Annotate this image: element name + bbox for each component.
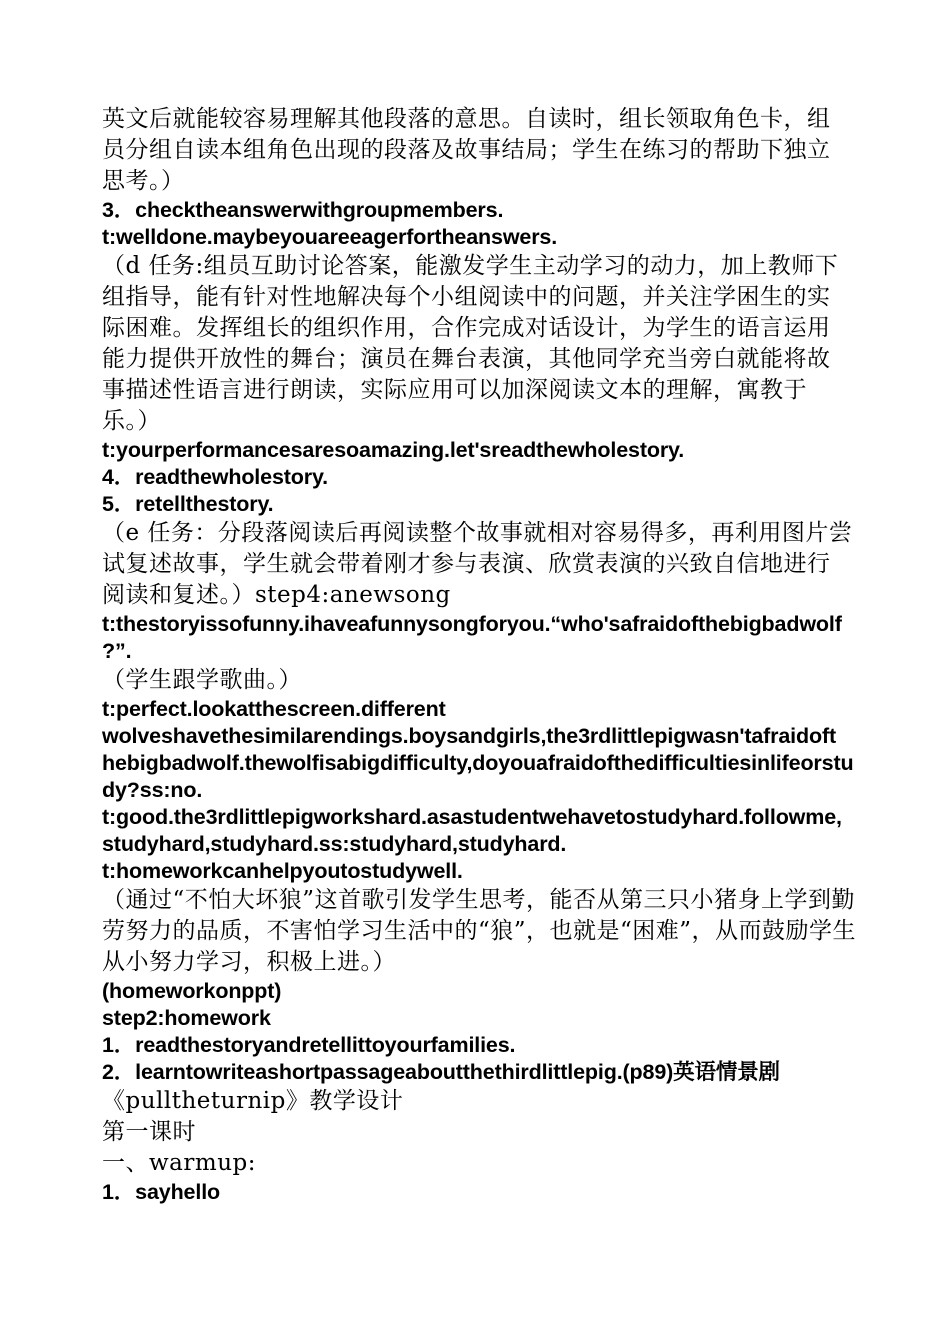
- text-line: dy?ss:no.: [102, 778, 203, 802]
- text-line: （学生跟学歌曲。）: [102, 667, 302, 693]
- text-line: step2:homework: [102, 1006, 271, 1030]
- text-line: 员分组自读本组角色出现的段落及故事结局；学生在练习的帮助下独立: [102, 137, 831, 163]
- text-line: studyhard,studyhard.ss:studyhard,studyhard.: [102, 832, 567, 856]
- text-line: 组指导，能有针对性地解决每个小组阅读中的问题，并关注学困生的实: [102, 284, 831, 310]
- text-line: t:good.the3rdlittlepigworkshard.asastudentwehavetostudyhard.followme,: [102, 805, 842, 829]
- text-line: 3．checktheanswerwithgroupmembers.: [102, 198, 504, 222]
- text-line: t:welldone.maybeyouareeagerfortheanswers.: [102, 225, 558, 249]
- text-line: 1．sayhello: [102, 1180, 220, 1204]
- text-line: t:homeworkcanhelpyoutostudywell.: [102, 859, 463, 883]
- text-line: 从小努力学习，积极上进。）: [102, 949, 396, 975]
- text-line: (homeworkonppt): [102, 979, 282, 1003]
- text-line: 英文后就能较容易理解其他段落的意思。自读时，组长领取角色卡，组: [102, 106, 831, 132]
- text-line: 阅读和复述。）step4:anewsong: [102, 582, 451, 608]
- text-line: 4．readthewholestory.: [102, 465, 328, 489]
- text-line: 第一课时: [102, 1119, 196, 1145]
- text-line: 劳努力的品质，不害怕学习生活中的“狼”，也就是“困难”，从而鼓励学生: [102, 918, 857, 944]
- text-line: 际困难。发挥组长的组织作用，合作完成对话设计，为学生的语言运用: [102, 315, 831, 341]
- text-line: 事描述性语言进行朗读，实际应用可以加深阅读文本的理解，寓教于: [102, 377, 807, 403]
- document-body: [102, 104, 862, 1206]
- text-line: 能力提供开放性的舞台；演员在舞台表演，其他同学充当旁白就能将故: [102, 346, 831, 372]
- text-line: 1．readthestoryandretellittoyourfamilies.: [102, 1033, 516, 1057]
- text-line: （通过“不怕大坏狼”这首歌引发学生思考，能否从第三只小猪身上学到勤: [102, 887, 856, 913]
- text-line: 2．learntowriteashortpassageaboutthethirdlittlepig.(p89)英语情景剧: [102, 1060, 780, 1084]
- text-line: t:perfect.lookatthescreen.different: [102, 697, 446, 721]
- text-line: t:thestoryissofunny.ihaveafunnysongforyou.“who'safraidofthebigbadwolf: [102, 612, 842, 636]
- text-line: 一、warmup:: [102, 1150, 256, 1176]
- text-line: 5．retellthestory.: [102, 492, 274, 516]
- text-line: （e 任务：分段落阅读后再阅读整个故事就相对容易得多，再利用图片尝: [102, 520, 853, 546]
- text-line: 试复述故事，学生就会带着刚才参与表演、欣赏表演的兴致自信地进行: [102, 551, 831, 577]
- text-line: hebigbadwolf.thewolfisabigdifficulty,doyouafraidofthedifficultiesinlifeorstu: [102, 751, 854, 775]
- text-line: 思考。）: [102, 168, 185, 194]
- text-line: t:yourperformancesaresoamazing.let'sreadthewholestory.: [102, 438, 685, 462]
- text-line: wolveshavethesimilarendings.boysandgirls,the3rdlittlepigwasn'tafraidoft: [102, 724, 836, 748]
- text-line: （d 任务:组员互助讨论答案，能激发学生主动学习的动力，加上教师下: [102, 253, 839, 279]
- text-line: 乐。）: [102, 408, 161, 434]
- text-line: 《pulltheturnip》教学设计: [102, 1088, 404, 1114]
- text-line: ?”.: [102, 639, 132, 663]
